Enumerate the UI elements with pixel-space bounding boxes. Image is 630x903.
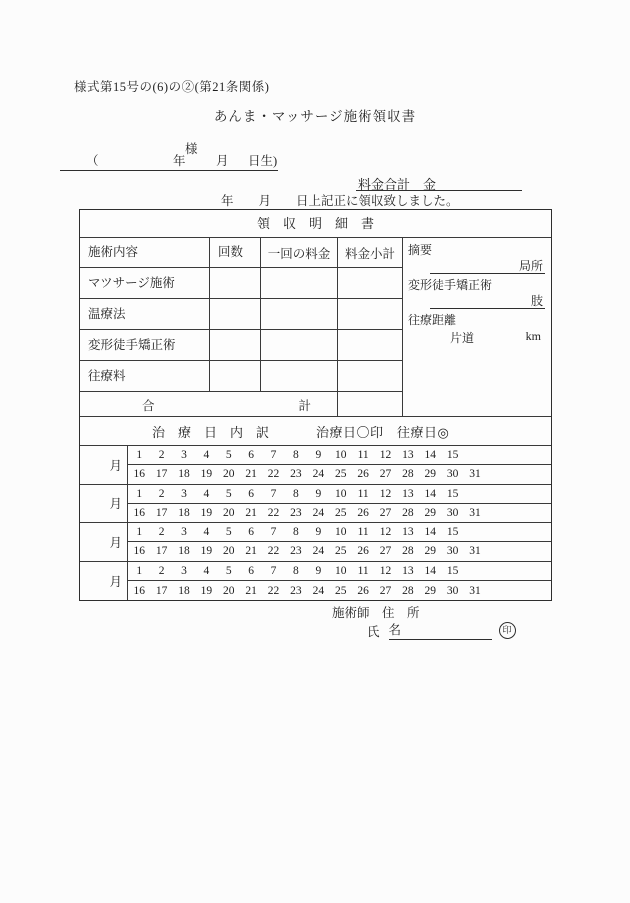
- day-number: 19: [200, 506, 213, 519]
- day-number: 21: [245, 584, 257, 597]
- day-number: 30: [446, 545, 459, 558]
- visit-distance-label: 往療距離: [408, 313, 457, 327]
- day-number: 23: [290, 468, 302, 481]
- row-thermo-count-cell: [210, 299, 261, 330]
- row-massage-label: マツサージ施術: [80, 268, 210, 299]
- day-number: 7: [270, 564, 277, 577]
- birthdate-line: [60, 153, 278, 171]
- practitioner-address-line: 施術師 住 所: [332, 606, 420, 620]
- day-number: 9: [315, 526, 322, 539]
- day-number: 1: [136, 449, 143, 462]
- day-number: 18: [178, 468, 190, 481]
- day-number: 25: [334, 545, 347, 558]
- day-number: 13: [402, 564, 414, 577]
- month-label: 月: [80, 485, 128, 523]
- day-number: 12: [379, 449, 392, 462]
- day-number: 3: [181, 487, 187, 500]
- day-number: 13: [402, 449, 414, 462]
- day-number: 16: [133, 506, 145, 519]
- day-number: 27: [379, 468, 392, 481]
- day-number: 14: [424, 487, 437, 500]
- day-number: 24: [312, 545, 325, 558]
- day-number: 22: [267, 468, 280, 481]
- remarks-deformity-label: 変形徒手矯正術: [408, 278, 493, 292]
- day-number: 5: [225, 564, 232, 577]
- day-number: 21: [245, 545, 257, 558]
- col-header-fee: 一回の料金: [261, 238, 338, 268]
- form-number: 様式第15号の(6)の②(第21条関係): [74, 80, 270, 94]
- day-number: 24: [312, 468, 325, 481]
- day-number: 13: [402, 526, 414, 539]
- day-number: 29: [424, 468, 437, 481]
- days-16-31: [128, 581, 551, 600]
- day-number: 28: [402, 506, 414, 519]
- day-number: 22: [267, 584, 280, 597]
- day-number: 20: [223, 584, 235, 597]
- calendar-month-block-4: [80, 562, 551, 601]
- day-number: 25: [334, 584, 347, 597]
- day-number: 7: [270, 487, 277, 500]
- day-number: 28: [402, 545, 414, 558]
- day-number: 26: [357, 545, 369, 558]
- days-1-15: [128, 523, 551, 542]
- detail-grid: [80, 238, 551, 417]
- day-number: 23: [290, 506, 302, 519]
- remarks-cell: [403, 238, 551, 417]
- row-visit-count-cell: [210, 361, 261, 392]
- day-number: 3: [181, 526, 187, 539]
- day-number: 2: [158, 487, 165, 500]
- day-number: 24: [312, 506, 325, 519]
- day-number: 5: [225, 449, 232, 462]
- day-number: 19: [200, 545, 213, 558]
- day-number: 3: [181, 449, 187, 462]
- document-title: あんま・マッサージ施術領収書: [213, 109, 417, 124]
- birth-month-label: 月: [216, 154, 229, 168]
- name-blank-underline: [389, 620, 492, 640]
- km-unit-label: km: [525, 329, 541, 343]
- day-number: 30: [446, 506, 459, 519]
- day-number: 3: [181, 564, 187, 577]
- calendar-month-block-3: [80, 523, 551, 562]
- calendar-legend: 治療日〇印 往療日◎: [316, 424, 450, 440]
- day-number: 4: [203, 449, 210, 462]
- day-number: 24: [312, 584, 325, 597]
- day-number: 15: [446, 449, 459, 462]
- total-right-char: 計: [298, 398, 311, 413]
- row-deformity-fee-cell: [261, 330, 338, 361]
- day-number: 16: [133, 468, 145, 481]
- row-visit-fee-cell: [261, 361, 338, 392]
- day-number: 12: [379, 564, 392, 577]
- day-number: 6: [248, 564, 255, 577]
- row-massage-count-cell: [210, 268, 261, 299]
- day-number: 4: [203, 564, 210, 577]
- day-number: 25: [334, 468, 347, 481]
- day-number: 25: [334, 506, 347, 519]
- grand-total-label: [80, 392, 338, 417]
- detail-table-title: 領 収 明 細 書: [80, 210, 551, 238]
- day-number: 6: [248, 526, 255, 539]
- row-thermo-fee-cell: [261, 299, 338, 330]
- day-number: 31: [469, 545, 481, 558]
- name-prefix-label: 氏: [367, 625, 380, 639]
- one-way-label: 片道: [450, 331, 475, 345]
- day-number: 6: [248, 449, 255, 462]
- month-label: 月: [80, 562, 128, 601]
- grand-total-subtotal-cell: [338, 392, 403, 417]
- days-1-15: [128, 485, 551, 504]
- days-16-31: [128, 465, 551, 483]
- month-label: 月: [80, 446, 128, 484]
- calendar-months: [80, 446, 551, 600]
- day-number: 1: [136, 564, 143, 577]
- day-number: 9: [315, 449, 322, 462]
- day-number: 11: [357, 487, 369, 500]
- day-number: 4: [203, 526, 210, 539]
- day-number: 14: [424, 449, 437, 462]
- day-number: 5: [225, 487, 232, 500]
- days-16-31: [128, 504, 551, 522]
- days-1-15: [128, 446, 551, 465]
- day-number: 15: [446, 487, 459, 500]
- day-number: 6: [248, 487, 255, 500]
- day-number: 11: [357, 449, 369, 462]
- fee-total-label: 料金合計 金: [358, 177, 437, 192]
- remarks-label: 摘要: [408, 243, 433, 257]
- day-number: 14: [424, 526, 437, 539]
- month-label: 月: [80, 523, 128, 561]
- day-number: 31: [469, 506, 481, 519]
- day-number: 1: [136, 526, 143, 539]
- day-number: 17: [155, 468, 168, 481]
- row-visit-subtotal-cell: [338, 361, 403, 392]
- receipt-detail-table: [79, 209, 552, 601]
- day-number: 8: [293, 564, 299, 577]
- day-number: 20: [223, 545, 235, 558]
- day-number: 17: [155, 584, 168, 597]
- day-number: 7: [270, 449, 277, 462]
- practitioner-name-line: [367, 620, 516, 640]
- day-number: 2: [158, 449, 165, 462]
- day-number: 22: [267, 506, 280, 519]
- day-number: 26: [357, 468, 369, 481]
- col-header-count: 回数: [210, 238, 261, 268]
- day-number: 23: [290, 545, 302, 558]
- day-number: 17: [155, 506, 168, 519]
- day-number: 8: [293, 526, 299, 539]
- row-visit-label: 往療料: [80, 361, 210, 392]
- day-number: 26: [357, 584, 369, 597]
- day-number: 28: [402, 468, 414, 481]
- day-number: 27: [379, 545, 392, 558]
- day-number: 23: [290, 584, 302, 597]
- row-thermo-subtotal-cell: [338, 299, 403, 330]
- day-number: 10: [334, 487, 347, 500]
- day-number: 7: [270, 526, 277, 539]
- row-massage-fee-cell: [261, 268, 338, 299]
- days-16-31: [128, 542, 551, 560]
- day-number: 19: [200, 468, 213, 481]
- day-number: 20: [223, 506, 235, 519]
- name-char-label: 名: [388, 623, 402, 637]
- day-number: 11: [357, 564, 369, 577]
- day-number: 21: [245, 506, 257, 519]
- day-number: 10: [334, 564, 347, 577]
- day-number: 2: [158, 526, 165, 539]
- day-number: 10: [334, 526, 347, 539]
- day-number: 17: [155, 545, 168, 558]
- day-number: 8: [293, 487, 299, 500]
- day-number: 29: [424, 545, 437, 558]
- day-number: 31: [469, 468, 481, 481]
- day-number: 11: [357, 526, 369, 539]
- day-number: 12: [379, 487, 392, 500]
- remarks-blank-limb: 肢: [430, 293, 545, 309]
- birth-day-label: 日生): [248, 154, 278, 168]
- day-number: 10: [334, 449, 347, 462]
- day-number: 15: [446, 526, 459, 539]
- day-number: 1: [136, 487, 143, 500]
- row-massage-subtotal-cell: [338, 268, 403, 299]
- calendar-title-row: [80, 417, 551, 446]
- addressee-honorific: 様: [185, 142, 198, 156]
- day-number: 12: [379, 526, 392, 539]
- row-deformity-subtotal-cell: [338, 330, 403, 361]
- days-1-15: [128, 562, 551, 582]
- day-number: 20: [223, 468, 235, 481]
- day-number: 30: [446, 468, 459, 481]
- col-header-treatment: 施術内容: [80, 238, 210, 268]
- day-number: 16: [133, 545, 145, 558]
- birth-open-paren: （: [86, 154, 99, 168]
- day-number: 29: [424, 584, 437, 597]
- day-number: 19: [200, 584, 213, 597]
- day-number: 26: [357, 506, 369, 519]
- calendar-title: 治 療 日 内 訳: [152, 424, 270, 440]
- day-number: 27: [379, 506, 392, 519]
- day-number: 4: [203, 487, 210, 500]
- col-header-subtotal: 料金小計: [338, 238, 403, 268]
- day-number: 5: [225, 526, 232, 539]
- day-number: 16: [133, 584, 145, 597]
- day-number: 18: [178, 506, 190, 519]
- seal-icon: 印: [499, 622, 516, 639]
- day-number: 14: [424, 564, 437, 577]
- calendar-month-block-1: [80, 446, 551, 485]
- day-number: 28: [402, 584, 414, 597]
- day-number: 9: [315, 487, 322, 500]
- remarks-blank-local: 局所: [430, 258, 545, 274]
- day-number: 18: [178, 584, 190, 597]
- calendar-month-block-2: [80, 485, 551, 524]
- day-number: 9: [315, 564, 322, 577]
- row-deformity-count-cell: [210, 330, 261, 361]
- day-number: 31: [469, 584, 481, 597]
- day-number: 29: [424, 506, 437, 519]
- day-number: 13: [402, 487, 414, 500]
- receipt-statement: 年 月 日上記正に領収致しました。: [221, 194, 459, 208]
- day-number: 8: [293, 449, 299, 462]
- day-number: 30: [446, 584, 459, 597]
- day-number: 15: [446, 564, 459, 577]
- one-way-row: [408, 328, 545, 346]
- day-number: 2: [158, 564, 165, 577]
- birth-year-label: 年: [173, 154, 186, 168]
- row-thermo-label: 温療法: [80, 299, 210, 330]
- total-left-char: 合: [142, 398, 155, 413]
- day-number: 18: [178, 545, 190, 558]
- fee-total-line: [356, 174, 522, 191]
- day-number: 21: [245, 468, 257, 481]
- day-number: 22: [267, 545, 280, 558]
- row-deformity-label: 変形徒手矯正術: [80, 330, 210, 361]
- day-number: 27: [379, 584, 392, 597]
